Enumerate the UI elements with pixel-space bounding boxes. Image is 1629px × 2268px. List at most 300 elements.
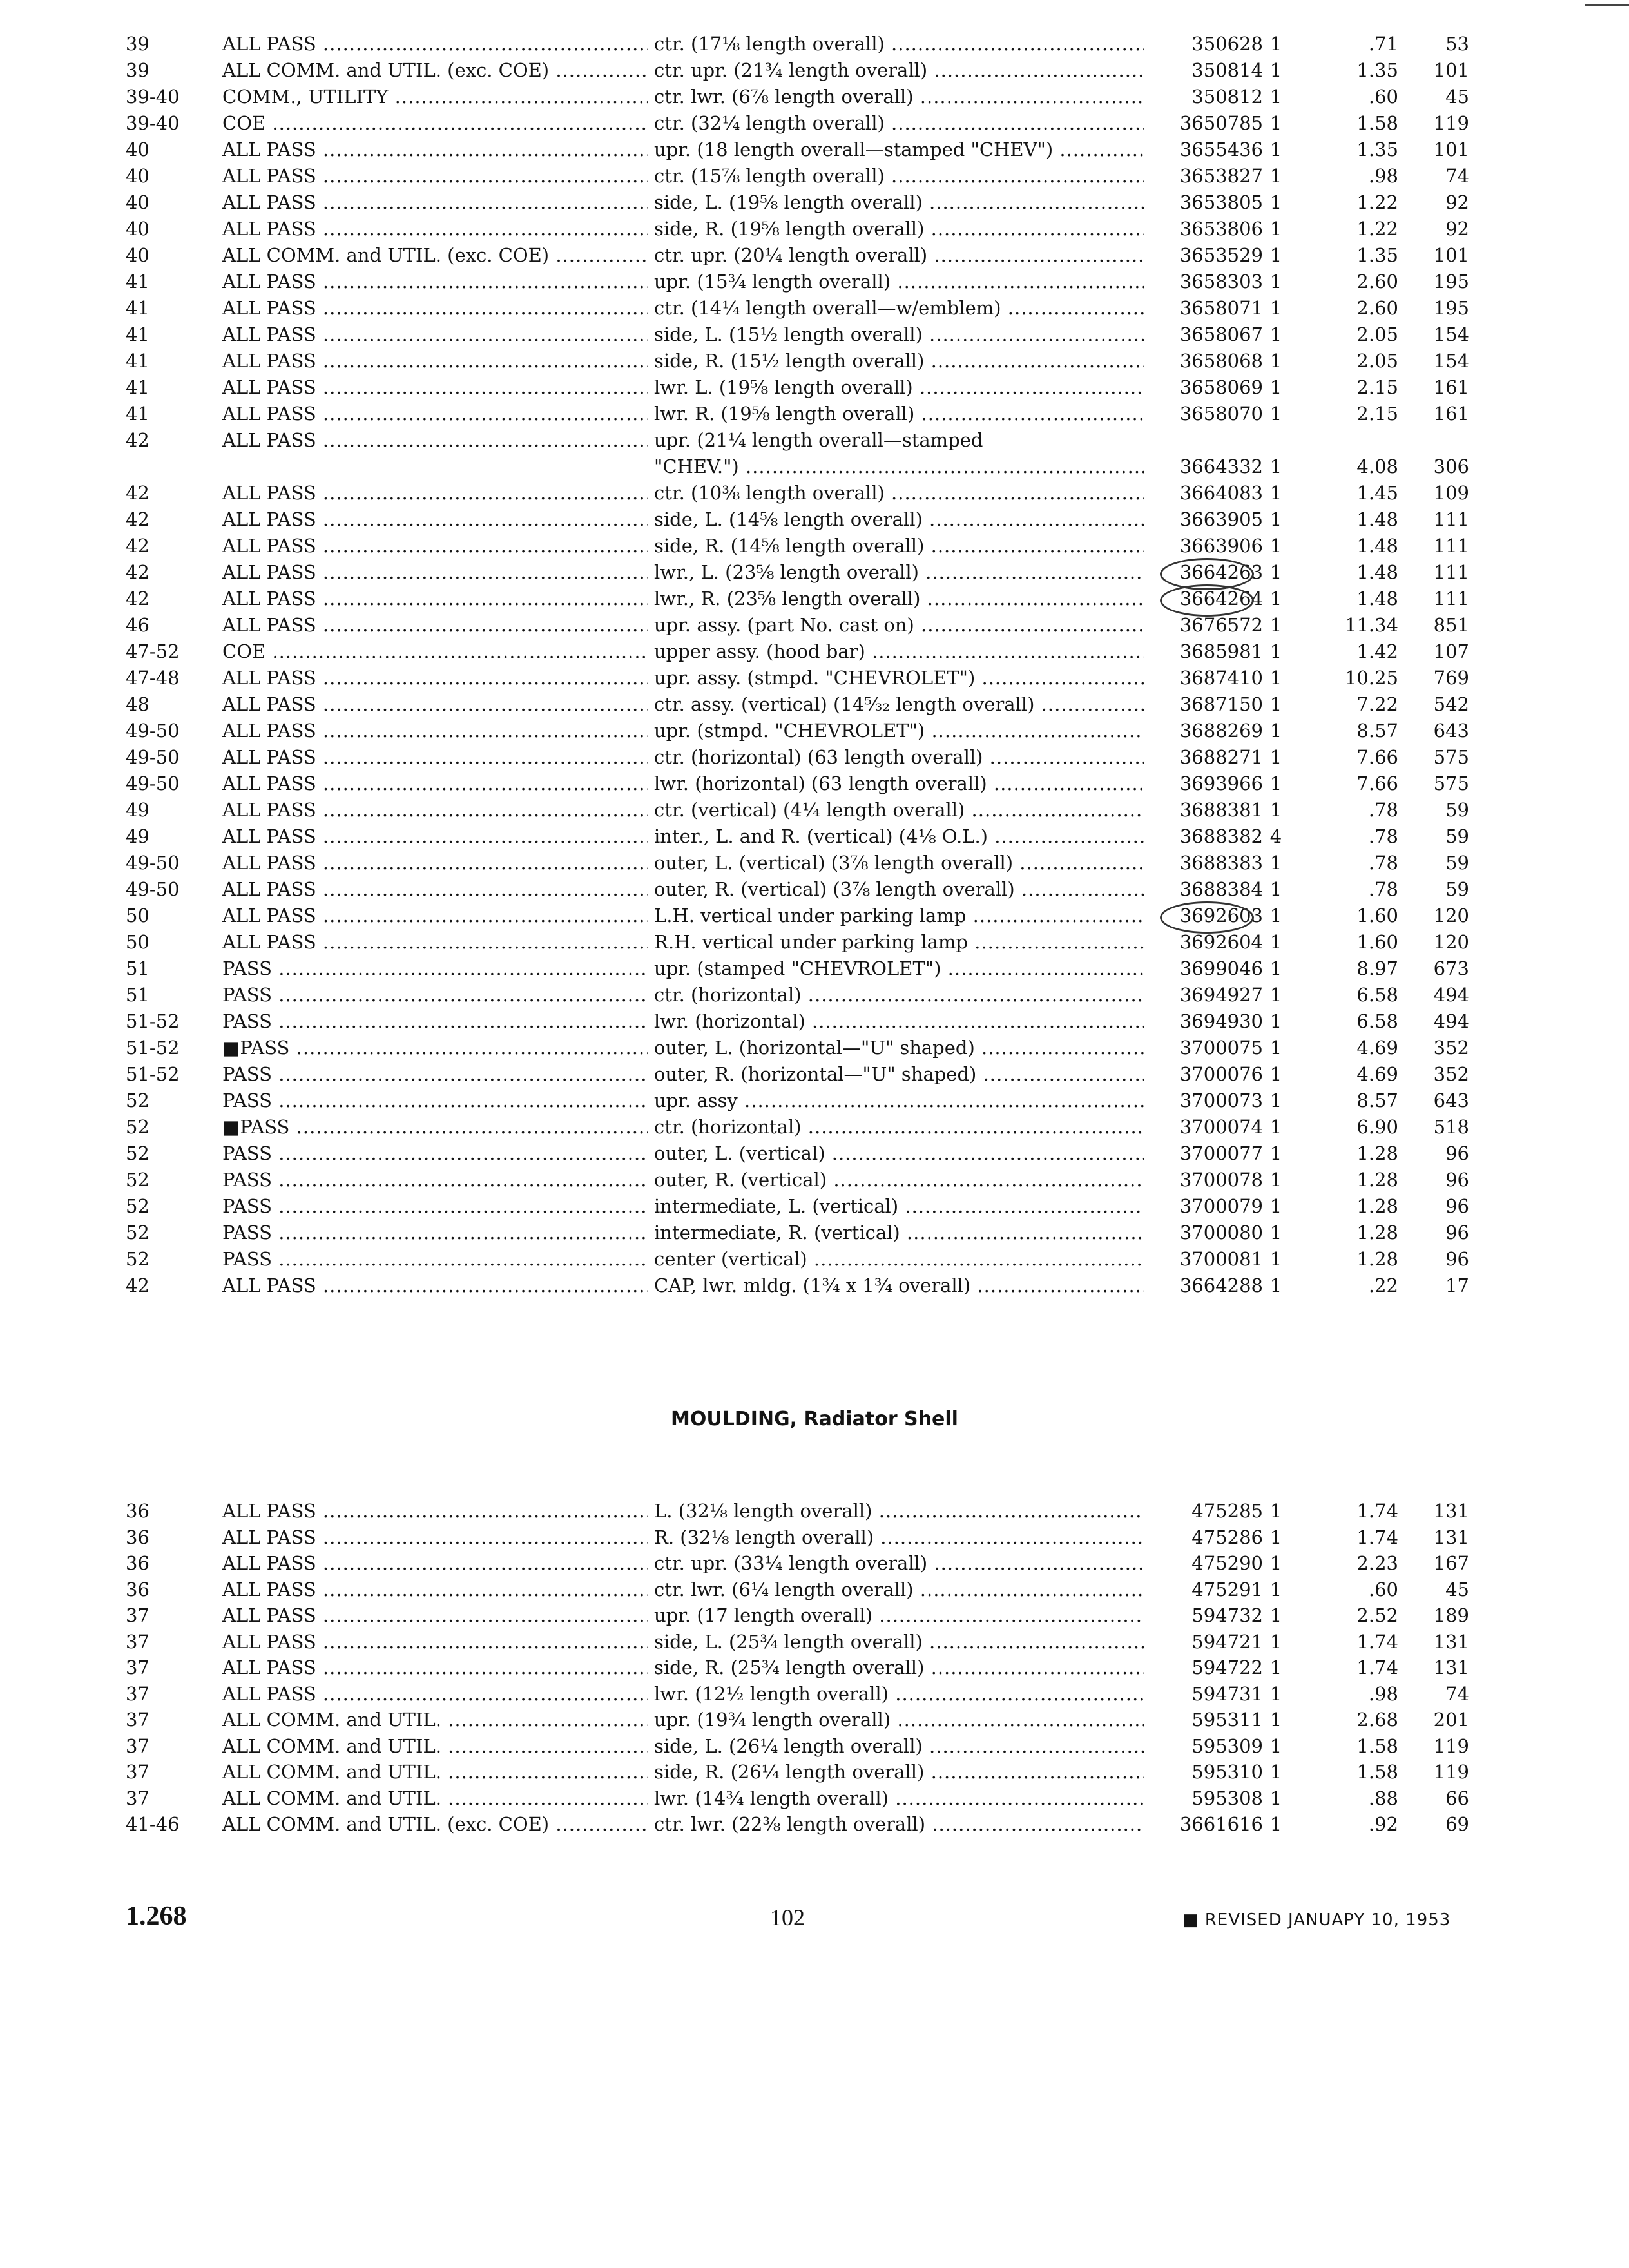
part-number: 595308 (1191, 1787, 1263, 1809)
model-name: ALL PASS ..... (222, 31, 648, 57)
part-description: lwr. (horizontal) (63 length overall) ..... (654, 771, 1144, 796)
part-number: 475286 (1191, 1526, 1263, 1548)
list-price: 1.74 (1356, 1630, 1398, 1653)
top-edge-rule (1585, 4, 1629, 6)
list-price: 4.69 (1356, 1037, 1398, 1059)
part-description: ctr. (10⅜ length overall) ..... (654, 480, 1144, 506)
list-price: 11.34 (1344, 614, 1398, 636)
model-name: ALL PASS ..... (222, 586, 648, 611)
quantity: 1 (1269, 33, 1282, 55)
model-name: ALL PASS ..... (222, 850, 648, 876)
part-number: 3653827 (1179, 165, 1263, 187)
table-row (0, 480, 1629, 506)
model-year: 41 (126, 376, 149, 398)
list-price: .78 (1368, 852, 1398, 874)
table-row (0, 1114, 1629, 1140)
weight: 59 (1445, 878, 1469, 900)
model-name: ALL PASS ..... (222, 1273, 648, 1298)
table-row (0, 691, 1629, 717)
part-description: intermediate, R. (vertical) ..... (654, 1220, 1144, 1245)
model-year: 49 (126, 825, 149, 847)
part-description: lwr. (horizontal) ..... (654, 1008, 1144, 1034)
list-price: 1.35 (1356, 139, 1398, 160)
quantity: 1 (1269, 165, 1282, 187)
part-description: side, L. (25¾ length overall) ..... (654, 1629, 1144, 1655)
weight: 201 (1433, 1709, 1469, 1731)
part-description: side, R. (15½ length overall) ..... (654, 348, 1144, 374)
list-price: 1.74 (1356, 1500, 1398, 1522)
weight: 575 (1433, 773, 1469, 794)
part-number: 3700075 (1179, 1037, 1263, 1059)
part-description: side, L. (19⅝ length overall) ..... (654, 189, 1144, 215)
quantity: 1 (1269, 1169, 1282, 1191)
model-year: 41 (126, 297, 149, 319)
model-name: ALL PASS ..... (222, 506, 648, 532)
list-price: .60 (1368, 1578, 1398, 1600)
table-row (0, 1602, 1629, 1628)
model-year: 47-48 (126, 667, 180, 689)
model-name: ALL PASS ..... (222, 1681, 648, 1707)
part-number: 595311 (1191, 1709, 1263, 1731)
model-year: 37 (126, 1604, 149, 1626)
list-price: 2.15 (1356, 376, 1398, 398)
part-description: CAP, lwr. mldg. (1¾ x 1¾ overall) ..... (654, 1273, 1144, 1298)
table-row (0, 771, 1629, 796)
model-name: ALL COMM. and UTIL. ..... (222, 1759, 648, 1785)
weight: 69 (1445, 1813, 1469, 1835)
weight: 131 (1433, 1526, 1469, 1548)
table-row (0, 1220, 1629, 1245)
quantity: 1 (1269, 456, 1282, 477)
part-description: ctr. upr. (33¼ length overall) ..... (654, 1550, 1144, 1576)
model-year: 52 (126, 1116, 149, 1138)
model-year: 36 (126, 1552, 149, 1574)
list-price: 1.58 (1356, 1735, 1398, 1757)
list-price: 1.60 (1356, 931, 1398, 953)
part-number: 594722 (1191, 1657, 1263, 1678)
part-number: 3700073 (1179, 1090, 1263, 1111)
quantity: 1 (1269, 323, 1282, 345)
quantity: 1 (1269, 1063, 1282, 1085)
quantity: 1 (1269, 1682, 1282, 1705)
list-price: 1.35 (1356, 59, 1398, 81)
part-description: "CHEV.") ..... (654, 454, 1144, 479)
part-number: 3658068 (1179, 350, 1263, 372)
list-price: 7.66 (1356, 746, 1398, 768)
weight: 167 (1433, 1552, 1469, 1574)
weight: 101 (1433, 244, 1469, 266)
table-row (0, 163, 1629, 189)
model-year: 36 (126, 1526, 149, 1548)
list-price: 2.15 (1356, 403, 1398, 425)
list-price: 1.28 (1356, 1248, 1398, 1270)
model-name: ALL PASS ..... (222, 322, 648, 347)
quantity: 1 (1269, 350, 1282, 372)
table-row (0, 744, 1629, 770)
list-price: 6.58 (1356, 984, 1398, 1006)
model-year: 41 (126, 403, 149, 425)
part-description: ctr. (32¼ length overall) ..... (654, 110, 1144, 136)
model-name: ALL PASS ..... (222, 797, 648, 823)
list-price: 1.28 (1356, 1169, 1398, 1191)
model-year: 40 (126, 191, 149, 213)
quantity: 1 (1269, 561, 1282, 583)
list-price: 1.45 (1356, 482, 1398, 504)
part-description: intermediate, L. (vertical) ..... (654, 1193, 1144, 1219)
model-year: 36 (126, 1578, 149, 1600)
weight: 17 (1445, 1274, 1469, 1296)
quantity: 1 (1269, 1604, 1282, 1626)
quantity: 1 (1269, 931, 1282, 953)
model-year: 39 (126, 33, 149, 55)
quantity: 1 (1269, 614, 1282, 636)
model-name: ALL PASS ..... (222, 137, 648, 162)
quantity: 1 (1269, 403, 1282, 425)
part-description: L. (32⅛ length overall) ..... (654, 1498, 1144, 1524)
model-name: ■PASS ..... (222, 1114, 648, 1140)
quantity: 1 (1269, 773, 1282, 794)
model-year: 42 (126, 508, 149, 530)
quantity: 1 (1269, 1578, 1282, 1600)
part-description: lwr. R. (19⅝ length overall) ..... (654, 401, 1144, 427)
table-row (0, 1811, 1629, 1837)
quantity: 1 (1269, 984, 1282, 1006)
model-year: 42 (126, 561, 149, 583)
part-description: ctr. upr. (21¾ length overall) ..... (654, 57, 1144, 83)
part-number: 3661616 (1179, 1813, 1263, 1835)
list-price: 1.48 (1356, 588, 1398, 610)
handwritten-circle-mark (1160, 584, 1254, 617)
model-year: 49-50 (126, 746, 180, 768)
weight: 101 (1433, 59, 1469, 81)
model-year: 42 (126, 482, 149, 504)
model-year: 37 (126, 1682, 149, 1705)
list-price: 1.60 (1356, 905, 1398, 927)
table-row (0, 374, 1629, 400)
part-description: outer, L. (vertical) ..... (654, 1140, 1144, 1166)
model-name: PASS ..... (222, 1140, 648, 1166)
part-number: 3700080 (1179, 1222, 1263, 1244)
quantity: 1 (1269, 1552, 1282, 1574)
model-year: 41-46 (126, 1813, 180, 1835)
quantity: 1 (1269, 588, 1282, 610)
weight: 673 (1433, 957, 1469, 979)
weight: 59 (1445, 799, 1469, 821)
part-description: upr. (15¾ length overall) ..... (654, 269, 1144, 294)
weight: 45 (1445, 86, 1469, 108)
model-name: ALL PASS ..... (222, 876, 648, 902)
part-number: 3700074 (1179, 1116, 1263, 1138)
quantity: 1 (1269, 957, 1282, 979)
table-row (0, 189, 1629, 215)
model-name: ALL COMM. and UTIL. ..... (222, 1733, 648, 1759)
table-row (0, 533, 1629, 559)
list-price: 1.58 (1356, 112, 1398, 134)
table-row (0, 1733, 1629, 1759)
list-price: 2.52 (1356, 1604, 1398, 1626)
model-year: 49-50 (126, 773, 180, 794)
part-number: 475291 (1191, 1578, 1263, 1600)
model-name: ALL PASS ..... (222, 1498, 648, 1524)
weight: 92 (1445, 191, 1469, 213)
quantity: 1 (1269, 1248, 1282, 1270)
weight: 74 (1445, 165, 1469, 187)
model-name: ALL PASS ..... (222, 1577, 648, 1602)
list-price: 1.28 (1356, 1222, 1398, 1244)
quantity: 1 (1269, 218, 1282, 240)
list-price: .22 (1368, 1274, 1398, 1296)
table-row (0, 322, 1629, 347)
list-price: 1.48 (1356, 535, 1398, 557)
model-year: 49 (126, 799, 149, 821)
model-year: 41 (126, 350, 149, 372)
part-number: 350628 (1191, 33, 1263, 55)
model-year: 52 (126, 1222, 149, 1244)
weight: 120 (1433, 905, 1469, 927)
part-number: 3658067 (1179, 323, 1263, 345)
model-name: ALL PASS ..... (222, 1602, 648, 1628)
model-year: 37 (126, 1709, 149, 1731)
model-year: 37 (126, 1630, 149, 1653)
model-name: ALL COMM. and UTIL. (exc. COE) ..... (222, 1811, 648, 1837)
part-number: 3658070 (1179, 403, 1263, 425)
model-year: 46 (126, 614, 149, 636)
quantity: 1 (1269, 852, 1282, 874)
model-name: ALL PASS ..... (222, 718, 648, 744)
part-number: 3658303 (1179, 271, 1263, 293)
quantity: 1 (1269, 746, 1282, 768)
model-name: ALL PASS ..... (222, 480, 648, 506)
model-name: ALL PASS ..... (222, 691, 648, 717)
model-year: 52 (126, 1142, 149, 1164)
part-description: side, R. (25¾ length overall) ..... (654, 1655, 1144, 1680)
part-description: ctr. (horizontal) (63 length overall) ..... (654, 744, 1144, 770)
model-year: 47-52 (126, 640, 180, 662)
page-number: 102 (770, 1905, 805, 1930)
weight: 769 (1433, 667, 1469, 689)
section-title: MOULDING, Radiator Shell (671, 1408, 958, 1430)
model-year: 41 (126, 271, 149, 293)
part-description: upr. assy. (part No. cast on) ..... (654, 612, 1144, 638)
part-number: 3687150 (1179, 693, 1263, 715)
model-year: 49-50 (126, 720, 180, 742)
list-price: 2.60 (1356, 297, 1398, 319)
quantity: 1 (1269, 1709, 1282, 1731)
part-number: 595310 (1191, 1761, 1263, 1783)
part-description: side, R. (19⅝ length overall) ..... (654, 216, 1144, 242)
list-price: 6.58 (1356, 1010, 1398, 1032)
model-name: ALL PASS ..... (222, 665, 648, 691)
table-row (0, 348, 1629, 374)
model-name: ALL PASS ..... (222, 189, 648, 215)
list-price: .78 (1368, 799, 1398, 821)
part-description: ctr. upr. (20¼ length overall) ..... (654, 242, 1144, 268)
part-description: outer, R. (vertical) (3⅞ length overall) ..... (654, 876, 1144, 902)
part-number: 3653529 (1179, 244, 1263, 266)
weight: 111 (1433, 561, 1469, 583)
weight: 74 (1445, 1682, 1469, 1705)
part-number: 475285 (1191, 1500, 1263, 1522)
list-price: 1.48 (1356, 508, 1398, 530)
model-name: PASS ..... (222, 956, 648, 981)
part-number: 3664083 (1179, 482, 1263, 504)
revised-date: ■ REVISED JANUAPY 10, 1953 (1182, 1910, 1451, 1930)
part-description: ctr. (15⅞ length overall) ..... (654, 163, 1144, 189)
table-row (0, 216, 1629, 242)
model-year: 49-50 (126, 878, 180, 900)
weight: 66 (1445, 1787, 1469, 1809)
weight: 45 (1445, 1578, 1469, 1600)
weight: 119 (1433, 1761, 1469, 1783)
model-year: 42 (126, 1274, 149, 1296)
weight: 59 (1445, 852, 1469, 874)
part-description: lwr. L. (19⅝ length overall) ..... (654, 374, 1144, 400)
model-year: 36 (126, 1500, 149, 1522)
table-row (0, 1524, 1629, 1550)
weight: 195 (1433, 297, 1469, 319)
part-description: upr. assy. (stmpd. "CHEVROLET") ..... (654, 665, 1144, 691)
list-price: 1.22 (1356, 218, 1398, 240)
model-year: 40 (126, 165, 149, 187)
quantity: 1 (1269, 244, 1282, 266)
part-number: 3688383 (1179, 852, 1263, 874)
part-description: upr. (stamped "CHEVROLET") ..... (654, 956, 1144, 981)
part-number: 3687410 (1179, 667, 1263, 689)
weight: 131 (1433, 1657, 1469, 1678)
table-row (0, 718, 1629, 744)
part-description: center (vertical) ..... (654, 1246, 1144, 1272)
part-description: ctr. (horizontal) ..... (654, 1114, 1144, 1140)
weight: 111 (1433, 508, 1469, 530)
model-name: ALL PASS ..... (222, 559, 648, 585)
model-name: PASS ..... (222, 1246, 648, 1272)
list-price: 2.60 (1356, 271, 1398, 293)
table-row (0, 506, 1629, 532)
part-description: side, L. (14⅝ length overall) ..... (654, 506, 1144, 532)
model-name: COE ..... (222, 110, 648, 136)
table-row (0, 269, 1629, 294)
model-year: 48 (126, 693, 149, 715)
table-row (0, 31, 1629, 57)
quantity: 1 (1269, 1142, 1282, 1164)
part-description: outer, R. (horizontal—"U" shaped) ..... (654, 1061, 1144, 1087)
table-row (0, 850, 1629, 876)
part-number: 3653805 (1179, 191, 1263, 213)
weight: 96 (1445, 1195, 1469, 1217)
list-price: 4.08 (1356, 456, 1398, 477)
part-number: 594732 (1191, 1604, 1263, 1626)
table-row (0, 454, 1629, 479)
list-price: 1.74 (1356, 1657, 1398, 1678)
table-row (0, 1167, 1629, 1193)
list-price: .98 (1368, 165, 1398, 187)
table-row (0, 1655, 1629, 1680)
weight: 161 (1433, 376, 1469, 398)
model-year: 50 (126, 905, 149, 927)
part-number: 3688381 (1179, 799, 1263, 821)
part-number: 3664332 (1179, 456, 1263, 477)
part-number: 3700077 (1179, 1142, 1263, 1164)
part-description: side, L. (26¼ length overall) ..... (654, 1733, 1144, 1759)
model-name: ALL PASS ..... (222, 1524, 648, 1550)
quantity: 1 (1269, 376, 1282, 398)
list-price: 2.23 (1356, 1552, 1398, 1574)
quantity: 1 (1269, 667, 1282, 689)
weight: 154 (1433, 323, 1469, 345)
model-year: 37 (126, 1657, 149, 1678)
list-price: 2.05 (1356, 323, 1398, 345)
quantity: 1 (1269, 1735, 1282, 1757)
part-description: ctr. (17⅛ length overall) ..... (654, 31, 1144, 57)
part-number: 3692603 (1179, 905, 1263, 927)
model-name: ALL PASS ..... (222, 1550, 648, 1576)
part-number: 3658071 (1179, 297, 1263, 319)
table-row (0, 1035, 1629, 1061)
list-price: 1.22 (1356, 191, 1398, 213)
part-number: 3664288 (1179, 1274, 1263, 1296)
table-row (0, 586, 1629, 611)
part-description: lwr., L. (23⅝ length overall) ..... (654, 559, 1144, 585)
part-number: 3699046 (1179, 957, 1263, 979)
part-number: 3685981 (1179, 640, 1263, 662)
quantity: 1 (1269, 112, 1282, 134)
part-description: upr. assy ..... (654, 1088, 1144, 1113)
model-name: ALL PASS ..... (222, 533, 648, 559)
model-name: ALL PASS ..... (222, 612, 648, 638)
table-row (0, 110, 1629, 136)
model-year: 49-50 (126, 852, 180, 874)
list-price: 8.97 (1356, 957, 1398, 979)
quantity: 1 (1269, 59, 1282, 81)
part-number: 350812 (1191, 86, 1263, 108)
weight: 101 (1433, 139, 1469, 160)
table-row (0, 982, 1629, 1008)
quantity: 1 (1269, 1787, 1282, 1809)
weight: 120 (1433, 931, 1469, 953)
table-row (0, 929, 1629, 955)
part-description: upper assy. (hood bar) ..... (654, 639, 1144, 664)
list-price: .78 (1368, 878, 1398, 900)
list-price: .60 (1368, 86, 1398, 108)
table-row (0, 242, 1629, 268)
model-year: 40 (126, 139, 149, 160)
weight: 189 (1433, 1604, 1469, 1626)
quantity: 1 (1269, 191, 1282, 213)
model-name: ALL PASS ..... (222, 929, 648, 955)
part-description: upr. (stmpd. "CHEVROLET") ..... (654, 718, 1144, 744)
part-description: upr. (21¼ length overall—stamped (654, 429, 983, 451)
part-description: side, L. (15½ length overall) ..... (654, 322, 1144, 347)
part-number: 3700079 (1179, 1195, 1263, 1217)
part-number: 3694927 (1179, 984, 1263, 1006)
model-year: 42 (126, 588, 149, 610)
part-number: 3693966 (1179, 773, 1263, 794)
quantity: 1 (1269, 1630, 1282, 1653)
weight: 96 (1445, 1169, 1469, 1191)
table-row (0, 956, 1629, 981)
weight: 352 (1433, 1063, 1469, 1085)
table-row (0, 1577, 1629, 1602)
list-price: .98 (1368, 1682, 1398, 1705)
part-number: 3688269 (1179, 720, 1263, 742)
model-name: ALL PASS ..... (222, 163, 648, 189)
model-name: COMM., UTILITY ..... (222, 84, 648, 110)
quantity: 1 (1269, 1813, 1282, 1835)
part-description: lwr., R. (23⅝ length overall) ..... (654, 586, 1144, 611)
model-year: 51 (126, 957, 149, 979)
part-description: ctr. (vertical) (4¼ length overall) ..... (654, 797, 1144, 823)
table-row (0, 295, 1629, 321)
